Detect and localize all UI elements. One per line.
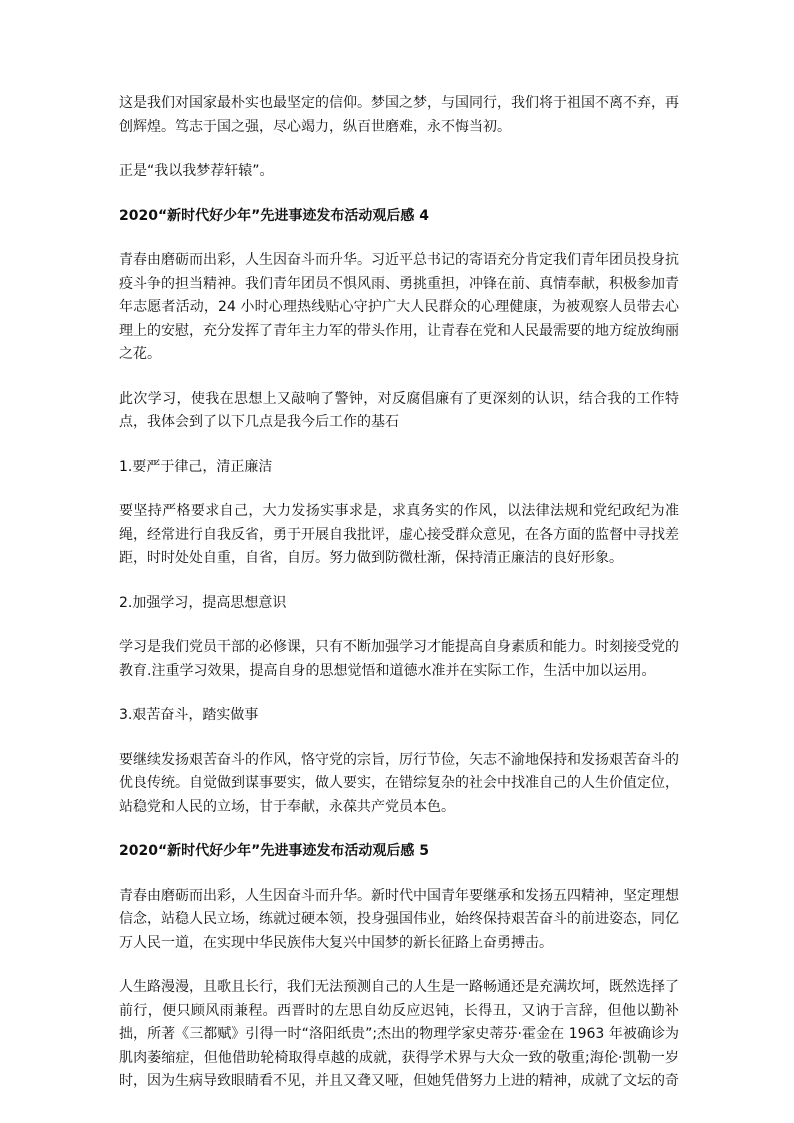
paragraph: 要继续发扬艰苦奋斗的作风，恪守党的宗旨，厉行节俭，矢志不渝地保持和发扬艰苦奋斗的优良传统。自觉做到谋事要实，做人要实，在错综复杂的社会中找准自己的人生价值定位，站稳党和人民的立场，甘于奉献，永葆共产党员本色。 bbox=[119, 751, 679, 815]
paragraph: 学习是我们党员干部的必修课，只有不断加强学习才能提高自身素质和能力。时刻接受党的教育.注重学习效果，提高自身的思想觉悟和道德水准并在实际工作，生活中加以运用。 bbox=[119, 639, 679, 679]
paragraph: 正是“我以我梦荐轩辕”。 bbox=[119, 163, 274, 179]
list-heading: 2.加强学习，提高思想意识 bbox=[119, 594, 287, 611]
paragraph: 这是我们对国家最朴实也最坚定的信仰。梦国之梦，与国同行，我们将于祖国不离不弃，再创辉煌。笃志于国之强，尽心竭力，纵百世磨难，永不悔当初。 bbox=[119, 95, 679, 135]
document-body bbox=[119, 92, 679, 1094]
section-heading: 2020“新时代好少年”先进事迹发布活动观后感 4 bbox=[119, 207, 429, 224]
paragraph: 要坚持严格要求自己，大力发扬实事求是，求真务实的作风，以法律法规和党纪政纪为准绳，经常进行自我反省，勇于开展自我批评，虚心接受群众意见，在各方面的监督中寻找差距，时时处处自重，自省，自厉。努力做到防微杜渐，保持清正廉洁的良好形象。 bbox=[119, 503, 679, 566]
paragraph: 人生路漫漫，且歌且长行，我们无法预测自己的人生是一路畅通还是充满坎坷，既然选择了前行，便只顾风雨兼程。西晋时的左思自幼反应迟钝，长得丑，又讷于言辞，但他以勤补拙，所著《三都赋》引得一时“洛阳纸贵”;杰出的物理学家史蒂芬·霍金在 1963 年被确诊为肌肉萎缩症，但他借助轮椅取得卓越的成就，获得学术界与大众一致的敬重;海伦·凯勒一岁时，因为生病导致眼睛看不见，并且又聋又哑，但她凭借努力上进的精神，成就了文坛的奇 bbox=[119, 979, 679, 1089]
section-heading: 2020“新时代好少年”先进事迹发布活动观后感 5 bbox=[119, 843, 429, 859]
paragraph: 此次学习，使我在思想上又敲响了警钟，对反腐倡廉有了更深刻的认识，结合我的工作特点，我体会到了以下几点是我今后工作的基石 bbox=[119, 390, 679, 430]
list-heading: 1.要严于律己，清正廉洁 bbox=[119, 458, 273, 475]
paragraph: 青春由磨砺而出彩，人生因奋斗而升华。新时代中国青年要继承和发扬五四精神，坚定理想信念，站稳人民立场，练就过硬本领，投身强国伟业，始终保持艰苦奋斗的前进姿态，同亿万人民一道，在实现中华民族伟大复兴中国梦的新长征路上奋勇搏击。 bbox=[119, 887, 679, 951]
list-heading: 3.艰苦奋斗，踏实做事 bbox=[119, 707, 259, 723]
paragraph: 青春由磨砺而出彩，人生因奋斗而升华。习近平总书记的寄语充分肯定我们青年团员投身抗疫斗争的担当精神。我们青年团员不惧风雨、勇挑重担，冲锋在前、真情奉献，积极参加青年志愿者活动，24 小时心理热线贴心守护广大人民群众的心理健康，为被观察人员带去心理上的安慰，充分发挥了青年主力军的带头作用，让青春在党和人民最需要的地方绽放绚丽之花。 bbox=[119, 252, 679, 362]
